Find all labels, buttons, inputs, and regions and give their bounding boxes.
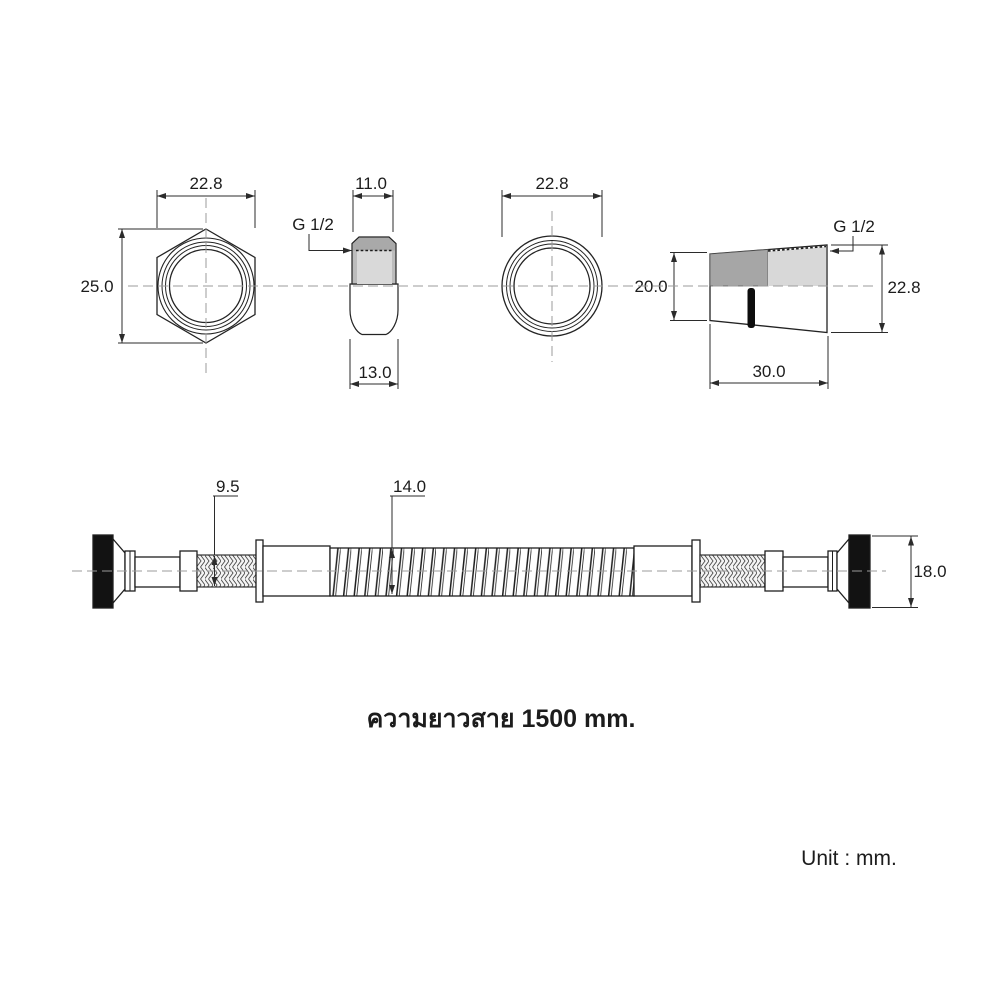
nut-side-bore (357, 251, 392, 285)
dim-label-nut-top-width: 11.0 (355, 174, 387, 193)
left-neck-cylinder (135, 557, 180, 587)
corrugated-hose (330, 548, 634, 596)
thread-label-cone: G 1/2 (833, 217, 875, 236)
unit-note: Unit : mm. (801, 847, 897, 870)
thread-label-nut-side: G 1/2 (292, 215, 334, 234)
hose-dim-leader (390, 496, 425, 548)
cone-fitting-view (710, 245, 827, 333)
extension-lines-large-end (831, 245, 888, 333)
hose-length-note: ความยาวสาย 1500 mm. (366, 705, 636, 733)
dim-label-braid-diameter: 9.5 (216, 477, 240, 496)
dim-label-cone-length: 30.0 (752, 362, 786, 381)
cone-thread-leader-line (830, 236, 853, 251)
dim-label-cone-small-end: 20.0 (634, 277, 668, 296)
dim-label-nut-height: 25.0 (80, 277, 114, 296)
cone-dark-section (710, 250, 768, 287)
dim-label-cone-large-end: 22.8 (887, 278, 921, 297)
dim-label-nut-width: 22.8 (189, 174, 223, 193)
nut-side-chamfer-band (353, 238, 395, 251)
nut-side-body (350, 284, 398, 335)
dim-label-nut-bottom-width: 13.0 (358, 363, 392, 382)
dim-label-end-cap-diameter: 18.0 (913, 562, 947, 581)
thread-leader-line (309, 234, 352, 251)
cone-threaded-section (768, 247, 826, 286)
right-neck-cylinder (783, 557, 828, 587)
braid-dim-leader (213, 496, 238, 555)
dim-label-ring-diameter: 22.8 (535, 174, 569, 193)
cone-slot-mark (748, 288, 756, 328)
dim-label-hose-diameter: 14.0 (393, 477, 427, 496)
